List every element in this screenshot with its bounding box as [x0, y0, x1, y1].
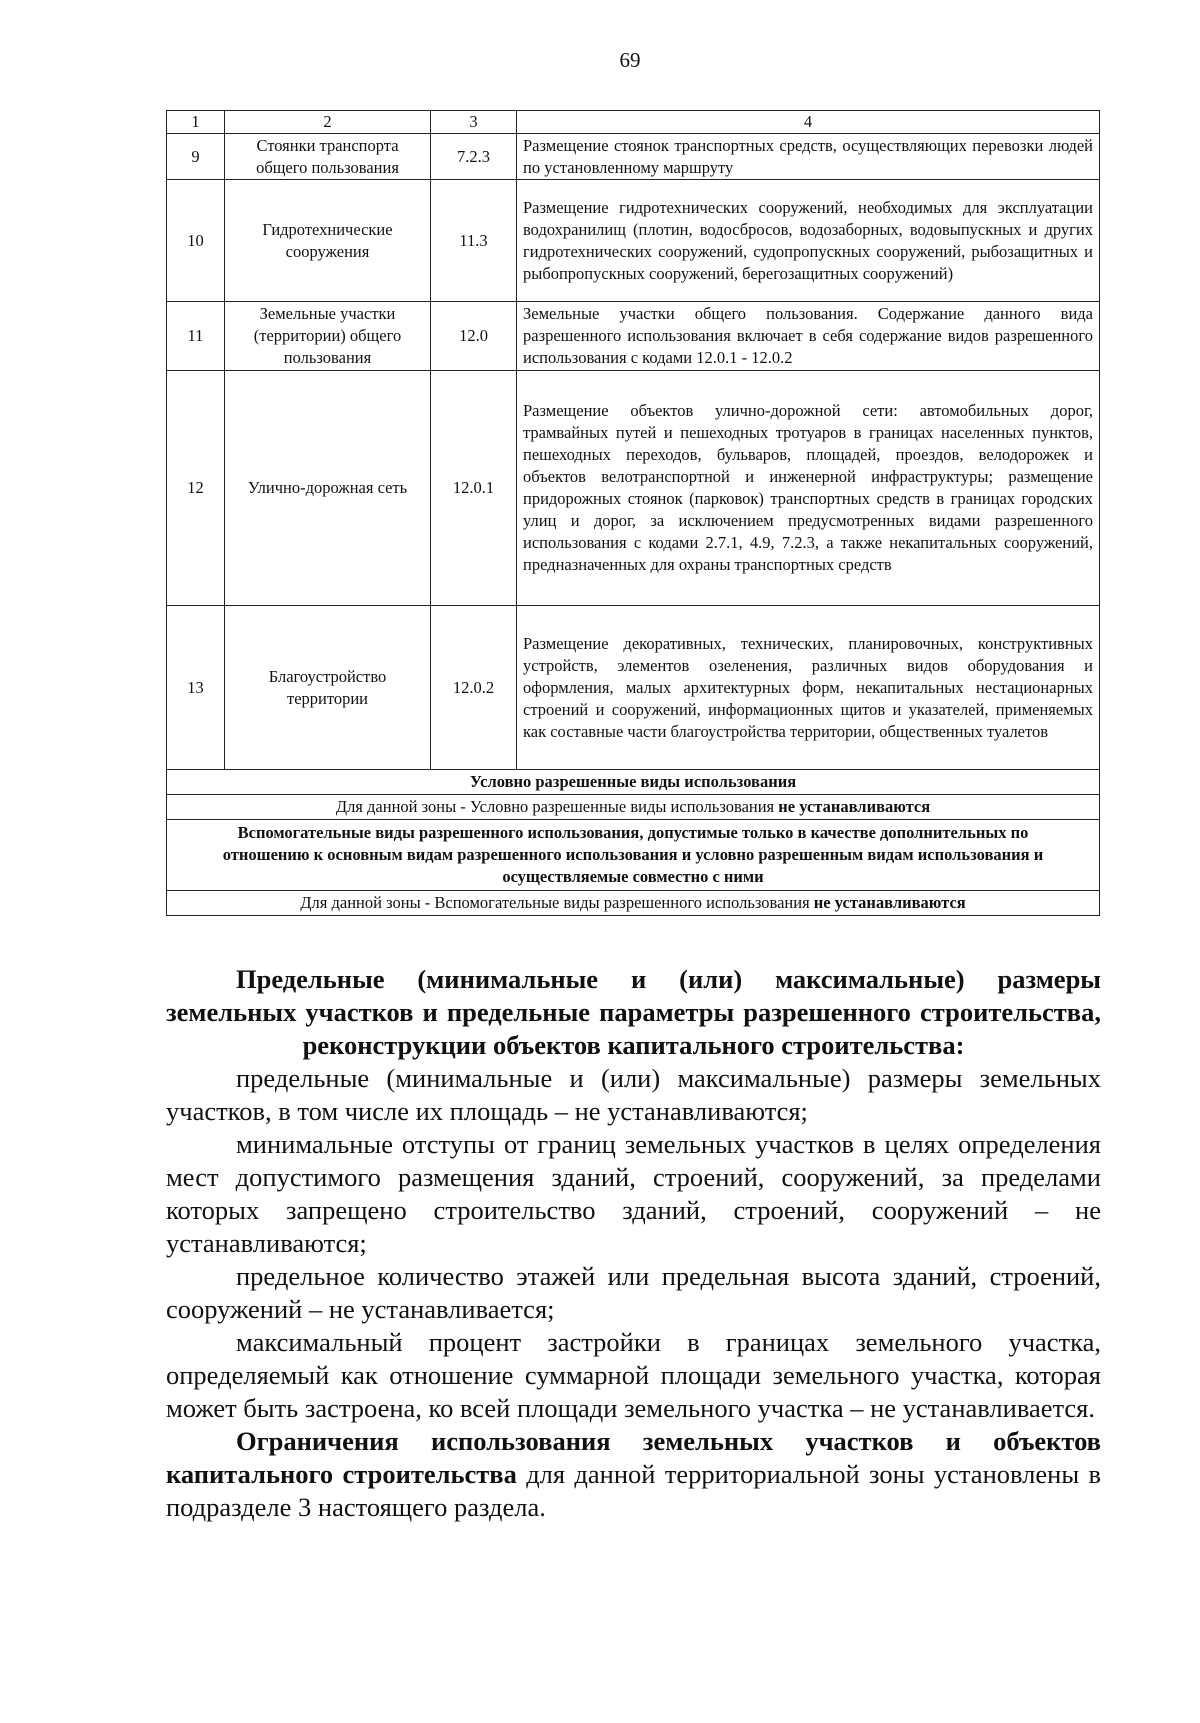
use-type-name: Благоустройство территории	[225, 606, 431, 770]
table-row	[167, 606, 1100, 770]
table-row	[167, 302, 1100, 371]
use-type-code: 7.2.3	[431, 134, 517, 180]
use-type-description: Размещение стоянок транспортных средств, осуществляющих перевозки людей по установленному маршруту	[517, 134, 1100, 180]
conditional-uses-header: Условно разрешенные виды использования	[167, 770, 1100, 795]
auxiliary-uses-note-status: не устанавливаются	[813, 893, 966, 912]
auxiliary-uses-note	[167, 891, 1100, 916]
restrictions-paragraph	[166, 1425, 1101, 1524]
paragraph: максимальный процент застройки в границах земельного участка, определяемый как отношение суммарной площади земельного участка, которая может быть застроена, ко всей площади земельного участка – не устанавливается.	[166, 1327, 1101, 1423]
conditional-uses-note-status: не устанавливаются	[778, 797, 931, 816]
column-number: 3	[431, 111, 517, 134]
row-number: 9	[167, 134, 225, 180]
use-type-name: Гидротехнические сооружения	[225, 180, 431, 302]
section-heading: Предельные (минимальные и (или) максимальные) размеры земельных участков и предельные параметры разрешенного строительства, реконструкции объектов капитального строительства:	[166, 964, 1101, 1060]
use-type-description: Размещение гидротехнических сооружений, необходимых для эксплуатации водохранилищ (плотин, водосбросов, водозаборных, водовыпускных и других гидротехнических сооружений, судопропускных сооружений, рыбозащитных и рыбопропускных сооружений, берегозащитных сооружений)	[517, 180, 1100, 302]
row-number: 11	[167, 302, 225, 371]
page-number: 69	[619, 48, 641, 72]
land-use-table	[166, 110, 1100, 916]
row-number: 12	[167, 371, 225, 606]
use-type-code: 12.0.1	[431, 371, 517, 606]
column-number: 2	[225, 111, 431, 134]
use-type-name: Земельные участки (территории) общего пользования	[225, 302, 431, 371]
use-type-name: Улично-дорожная сеть	[225, 371, 431, 606]
use-type-description: Размещение декоративных, технических, планировочных, конструктивных устройств, элементов озеленения, различных видов оборудования и оформления, малых архитектурных форм, некапитальных нестационарных строений и сооружений, информационных щитов и указателей, применяемых как составные части благоустройства территории, общественных туалетов	[517, 606, 1100, 770]
table-row	[167, 180, 1100, 302]
column-number: 1	[167, 111, 225, 134]
paragraph: предельные (минимальные и (или) максимальные) размеры земельных участков, в том числе их площадь – не устанавливаются;	[166, 1063, 1101, 1126]
row-number: 10	[167, 180, 225, 302]
paragraph: предельное количество этажей или предельная высота зданий, строений, сооружений – не устанавливается;	[166, 1261, 1101, 1324]
auxiliary-uses-header-row	[167, 820, 1100, 891]
paragraph: минимальные отступы от границ земельных участков в целях определения мест допустимого размещения зданий, строений, сооружений, за пределами которых запрещено строительство зданий, строений, сооружений – не устанавливаются;	[166, 1129, 1101, 1258]
table-row	[167, 134, 1100, 180]
conditional-uses-note-text: Для данной зоны - Условно разрешенные виды использования	[335, 797, 779, 816]
table-row	[167, 371, 1100, 606]
use-type-description: Размещение объектов улично-дорожной сети: автомобильных дорог, трамвайных путей и пешеходных тротуаров в границах населенных пунктов, пешеходных переходов, бульваров, площадей, проездов, велодорожек и объектов велотранспортной и инженерной инфраструктуры; размещение придорожных стоянок (парковок) транспортных средств в границах городских улиц и дорог, за исключением предусмотренных видами разрешенного использования с кодами 2.7.1, 4.9, 7.2.3, а также некапитальных сооружений, предназначенных для охраны транспортных средств	[517, 371, 1100, 606]
auxiliary-uses-header: Вспомогательные виды разрешенного использования, допустимые только в качестве дополнительных по отношению к основным видам разрешенного использования и условно разрешенным видам использования и осуществляемые совместно с ними	[167, 820, 1100, 891]
row-number: 13	[167, 606, 225, 770]
auxiliary-uses-note-row	[167, 891, 1100, 916]
restrictions-bold-text: Ограничения использования земельных участков и объектов капитального строительства	[166, 1426, 1101, 1489]
column-number: 4	[517, 111, 1100, 134]
conditional-uses-note	[167, 795, 1100, 820]
use-type-code: 11.3	[431, 180, 517, 302]
use-type-code: 12.0	[431, 302, 517, 371]
conditional-uses-header-row	[167, 770, 1100, 795]
column-number-row	[167, 111, 1100, 134]
conditional-uses-note-row	[167, 795, 1100, 820]
auxiliary-uses-note-text: Для данной зоны - Вспомогательные виды разрешенного использования	[300, 893, 814, 912]
use-type-description: Земельные участки общего пользования. Содержание данного вида разрешенного использования включает в себя содержание видов разрешенного использования с кодами 12.0.1 - 12.0.2	[517, 302, 1100, 371]
use-type-name: Стоянки транспорта общего пользования	[225, 134, 431, 180]
use-type-code: 12.0.2	[431, 606, 517, 770]
parameters-section	[166, 963, 1101, 1524]
restrictions-text: для данной территориальной зоны установлены в подразделе 3 настоящего раздела.	[166, 1459, 1101, 1522]
